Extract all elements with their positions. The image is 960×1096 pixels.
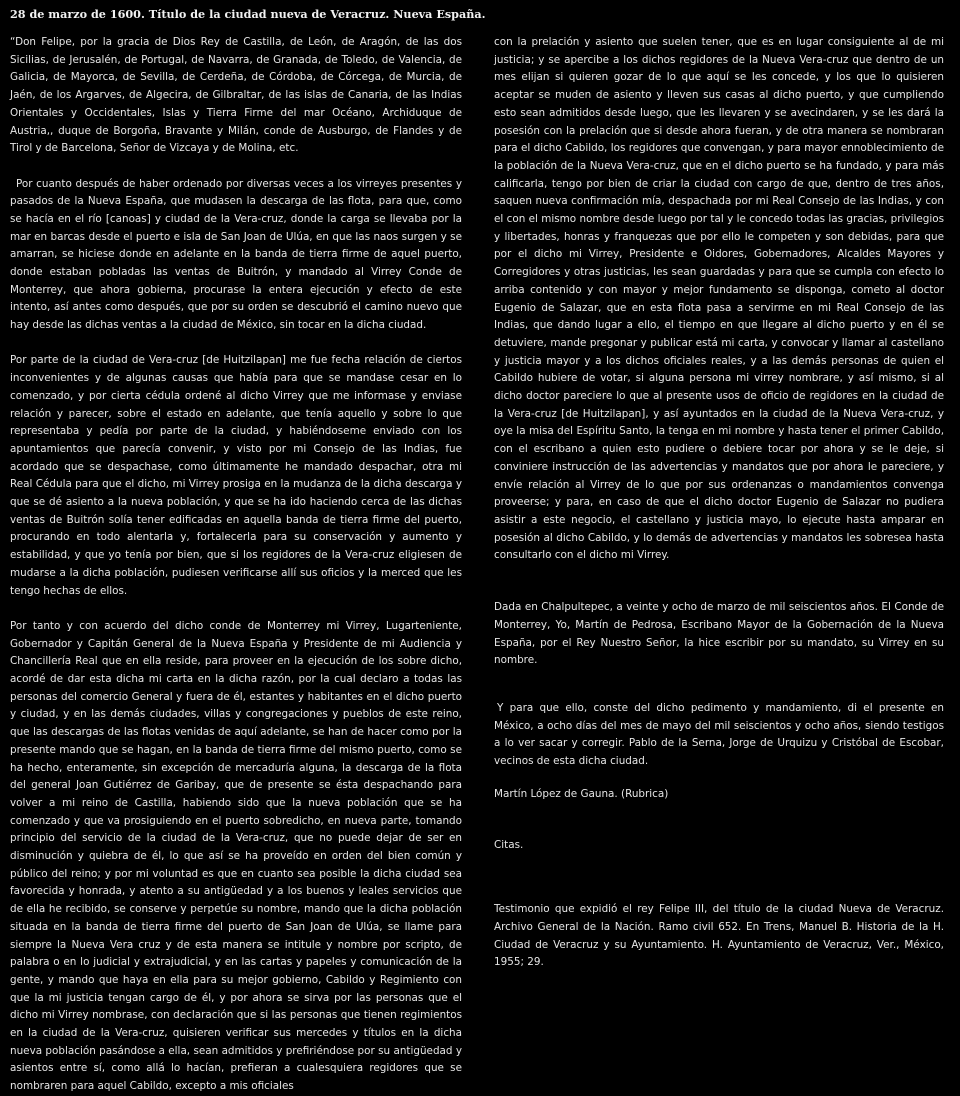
signature-line: Martín López de Gauna. (Rubrica)	[494, 787, 669, 800]
right-column	[494, 34, 944, 972]
citations-heading: Citas.	[494, 839, 524, 852]
left-column	[10, 34, 462, 1096]
por-tanto-paragraph: Por tanto y con acuerdo del dicho conde de Monterrey mi Virrey, Lugarteniente, Gobernador y Capitán General de la Nueva España y Presidente de mi Audiencia y Chancillería Real que en ella reside, para proveer en la ejecución de los sobre dicho, acordé de dar esta dicha mi carta en la dicha razón, por la cual declaro a todas las personas del comercio General y fuera de él, estantes y habitantes en el dicho puerto y ciudad, y en las demás ciudades, villas y congregaciones y pueblos de este reino, que las descargas de las flotas venidas de aquí adelante, se han de hacer como por la presente mando que se hagan, en la banda de tierra firme del mismo puerto, como se ha hecho, enteramente, sin excepción de mercaduría alguna, la descarga de la flota del general Joan Gutiérrez de Garibay, que de presente se ésta despachando para volver a mi reino de Castilla, habiendo sido que la nueva población que se ha comenzado y que va prosiguiendo en el puerto sobredicho, en nueva parte, tomando principio del servicio de la ciudad de la Vera-cruz, que no puede dejar de ser en disminución y quiebra de él, lo que así se ha proveído en orden del bien común y público del reino; y por mi voluntad es que en cuanto sea posible la dicha ciudad sea favorecida y honrada, y atento a su antigüedad y a los buenos y leales servicios que de ella he recibido, se conserve y perpetúe su nombre, mando que la dicha población situada en la banda de tierra firme del puerto de San Joan de Ulúa, se llame para siempre la Nueva Vera cruz y de esta manera se intitule y nombre por scripto, de palabra o en lo judicial y extrajudicial, y en las cartas y papeles y comunicación de la gente, y mando que haya en ella para su mejor gobierno, Cabildo y Regimiento con que la mi justicia tengan cargo de él, y por ahora se sirva por las personas que el dicho mi Virrey nombrase, con declaración que si las personas que tienen regimientos en la ciudad de la Vera-cruz, quisieren verificar sus mercedes y títulos en la dicha nueva población pasándose a ella, sean admitidos y prefiriéndose por su antigüedad y asientos entre sí, como allá lo hacían, prefieran a cualesquiera regidores que se nombraren para aquel Cabildo, excepto a mis oficiales	[10, 619, 462, 1093]
document-title: 28 de marzo de 1600. Título de la ciudad nueva de Veracruz. Nueva España.	[10, 7, 486, 21]
continuation-paragraph: con la prelación y asiento que suelen tener, que es en lugar consiguiente al de mi justicia; y se apercibe a los dichos regidores de la Nueva Vera-cruz que dentro de un mes elijan si quieren gozar de lo que aquí se les concede, y los que lo quisieren aceptar se muden de asiento y lleven sus casas al dicho puerto, y que cumpliendo esto sean admitidos desde luego, que les llevaren y se avecindaren, y se les dará la posesión con la prelación que si desde ahora fueran, y de otra manera se nombraran para el dicho Cabildo, los regidores que convengan, y para mayor ennoblecimiento de la población de la Nueva Vera-cruz, que en el dicho puerto se ha fundado, y para más calificarla, tengo por bien de criar la ciudad con cargo de que, dentro de tres años, saquen nueva confirmación mía, despachada por mi Real Consejo de las Indias, y con el con el mismo nombre desde luego por tal y le concedo todas las gracias, privilegios y libertades, honras y franquezas que por ello le competen y son debidas, para que por el dicho mi Virrey, Presidente e Oidores, Gobernadores, Alcaldes Mayores y Corregidores y otras justicias, les sean guardadas y para que se cumpla con efecto lo arriba contenido y con mayor y mejor fundamento se disponga, cometo al doctor Eugenio de Salazar, que en esta flota pasa a servirme en mi Real Consejo de las Indias, que dando lugar a ello, el tiempo en que llegare al dicho puerto y en él se detuviere, mande pregonar y publicar está mi carta, y convocar y llamar al castellano y justicia mayor y a los dichos oficiales reales, y a las demás personas de quien el Cabildo hubiere de votar, si alguna persona mi virrey nombrare, y así mismo, si al dicho doctor pareciere lo que al presente usos de oficio de regidores en la ciudad de la Vera-cruz [de Huitzilapan], y así ayuntados en la ciudad de la Nueva Vera-cruz, y oye la misa del Espíritu Santo, la tenga en mi nombre y hasta tener el primer Cabildo, con el escribano a quien esto pudiere o debiere tocar por ahora y se le deje, si conviniere instrucción de las advertencias y mandatos que por ahora le pareciere, y envíe relación al Virrey de lo que por sus ordenanzas o mandamientos convenga proveerse; y para, en caso de que el dicho doctor Eugenio de Salazar no pudiera asistir a este negocio, el castellano y justicia mayo, lo ejecute hasta amparar en posesión al dicho Cabildo, y lo demás de advertencias y mandatos les sobresea hasta consultarlo con el dicho mi Virrey.	[494, 36, 944, 562]
citation-text: Testimonio que expidió el rey Felipe III, del título de la ciudad Nueva de Veracruz. Archivo General de la Nación. Ramo civil 652. En Trens, Manuel B. Historia de la H. Ciudad de Veracruz y su Ayuntamiento. H. Ayuntamiento de Veracruz, Ver., México, 1955; 29.	[494, 903, 944, 969]
dada-en-paragraph: Dada en Chalpultepec, a veinte y ocho de marzo de mil seiscientos años. El Conde de Monterrey, Yo, Martín de Pedrosa, Escribano Mayor de la Gobernación de la Nueva España, por el Rey Nuestro Señor, la hice escribir por su mandato, su Virrey en su nombre.	[494, 601, 944, 667]
royal-titles-paragraph: “Don Felipe, por la gracia de Dios Rey de Castilla, de León, de Aragón, de las dos Sicilias, de Jerusalén, de Portugal, de Navarra, de Granada, de Toledo, de Valencia, de Galicia, de Mayorca, de Sevilla, de Cerdeña, de Córdoba, de Córcega, de Murcia, de Jaén, de los Argarves, de Algecira, de Gilbraltar, de las islas de Canaria, de las Indias Orientales y Occidentales, Islas y Tierra Firme del mar Océano, Archiduque de Austria,, duque de Borgoña, Bravante y Milán, conde de Ausburgo, de Flandes y de Tirol y de Barcelona, Señor de Vizcaya y de Molina, etc.	[10, 36, 462, 155]
por-cuanto-paragraph: Por cuanto después de haber ordenado por diversas veces a los virreyes presentes y pasados de la Nueva España, que mudasen la descarga de las flota, para que, como se hacía en el río [canoas] y ciudad de la Vera-cruz, donde la carga se llevaba por la mar en barcas desde el puerto e isla de San Joan de Ulúa, en que las naos surgen y se amarran, se hiciese donde en adelante en la banda de tierra firme de aquel puerto, donde estaban pobladas las ventas de Buitrón, y mandado al Virrey Conde de Monterrey, que ahora gobierna, procurase la entera ejecución y efecto de este intento, así antes como después, que por su orden se descubrió el camino nuevo que hay desde las dichas ventas a la ciudad de México, sin tocar en la dicha ciudad.	[10, 177, 462, 332]
por-parte-paragraph: Por parte de la ciudad de Vera-cruz [de Huitzilapan] me fue fecha relación de ciertos inconvenientes y de algunas causas que había para que se mandase cesar en lo comenzado, y por cierta cédula ordené al dicho Virrey que me informase y enviase relación y parecer, sobre el estado en adelante, que tenía aquello y sobre lo que representaba y pedía por parte de la ciudad, y habiéndoseme enviado con los apuntamientos que parecía convenir, y visto por mi Consejo de las Indias, fue acordado que se despachase, como últimamente he mandado despachar, otra mi Real Cédula para que el dicho, mi Virrey prosiga en la mudanza de la dicha descarga y que se dé asiento a la nueva población, y que se ha ido haciendo cerca de las dichas ventas de Buitrón solía tener edificadas en aquella banda de tierra firme del puerto, procurando en todo alentarla y, fortalecerla para su conservación y aumento y estabilidad, y que yo tenía por bien, que si los regidores de la Vera-cruz eligiesen de mudarse a la dicha población, pudiesen verificarse allí sus oficios y la merced que les tengo hechas de ellos.	[10, 354, 462, 597]
constancia-paragraph: Y para que ello, conste del dicho pedimento y mandamiento, di el presente en México, a ocho días del mes de mayo del mil seiscientos y ocho años, siendo testigos a lo ver sacar y corregir. Pablo de la Serna, Jorge de Urquizu y Cristóbal de Escobar, vecinos de esta dicha ciudad.	[494, 701, 944, 768]
